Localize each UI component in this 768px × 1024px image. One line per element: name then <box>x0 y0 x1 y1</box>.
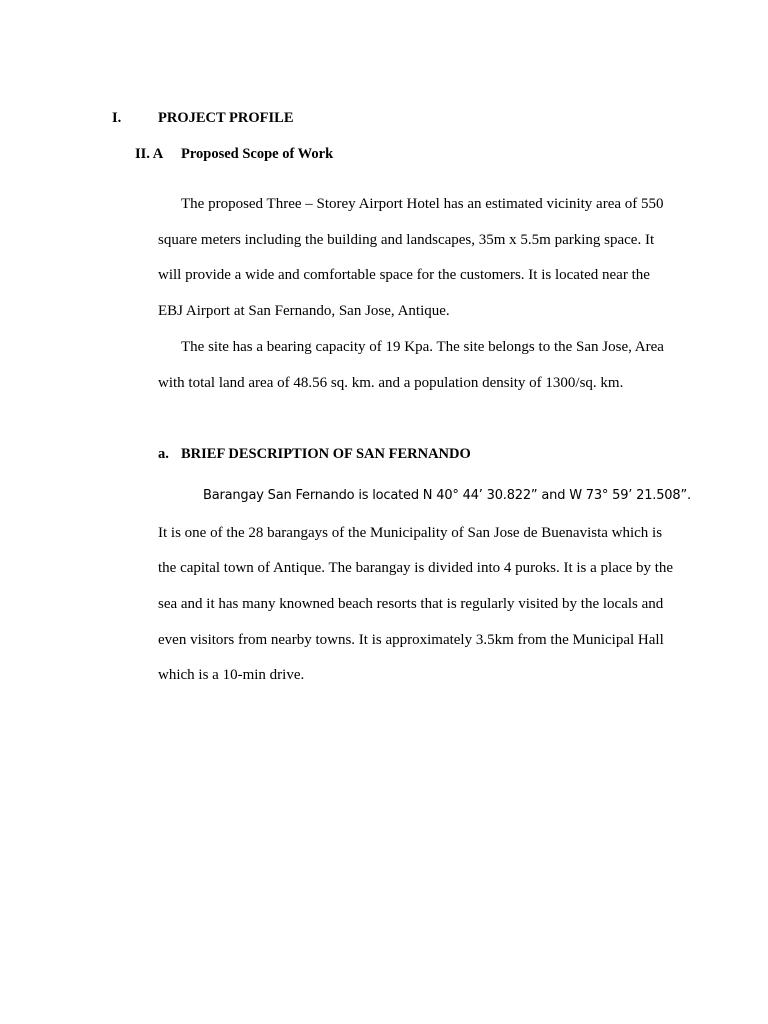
paragraph-3-line: which is a 10-min drive. <box>158 667 305 683</box>
subsection-a-title: BRIEF DESCRIPTION OF SAN FERNANDO <box>181 446 471 462</box>
section-1-numeral: I. <box>112 110 122 126</box>
paragraph-1-line: square meters including the building and landscapes, 35m x 5.5m parking space. It <box>158 232 655 248</box>
paragraph-3-line: even visitors from nearby towns. It is approximately 3.5km from the Municipal Hall <box>158 632 664 648</box>
paragraph-2-line: The site has a bearing capacity of 19 Kpa. The site belongs to the San Jose, Area <box>181 339 664 355</box>
paragraph-3-coordinates-line: Barangay San Fernando is located N 40° 44’ 30.822” and W 73° 59’ 21.508”. <box>203 488 691 503</box>
paragraph-1-line: will provide a wide and comfortable space for the customers. It is located near the <box>158 267 650 283</box>
paragraph-1-line: EBJ Airport at San Fernando, San Jose, Antique. <box>158 303 450 319</box>
section-2a-title: Proposed Scope of Work <box>181 146 334 162</box>
paragraph-3-line: It is one of the 28 barangays of the Municipality of San Jose de Buenavista which is <box>158 525 663 541</box>
paragraph-3-line: the capital town of Antique. The barangay is divided into 4 puroks. It is a place by the <box>158 560 674 576</box>
section-1-title: PROJECT PROFILE <box>158 110 294 126</box>
paragraph-3-line: sea and it has many knowned beach resorts that is regularly visited by the locals and <box>158 596 664 612</box>
subsection-a-marker: a. <box>158 446 169 462</box>
paragraph-1-line: The proposed Three – Storey Airport Hotel has an estimated vicinity area of 550 <box>181 196 664 212</box>
paragraph-2-line: with total land area of 48.56 sq. km. and a population density of 1300/sq. km. <box>158 375 624 391</box>
section-2a-numeral: II. A <box>135 146 164 162</box>
